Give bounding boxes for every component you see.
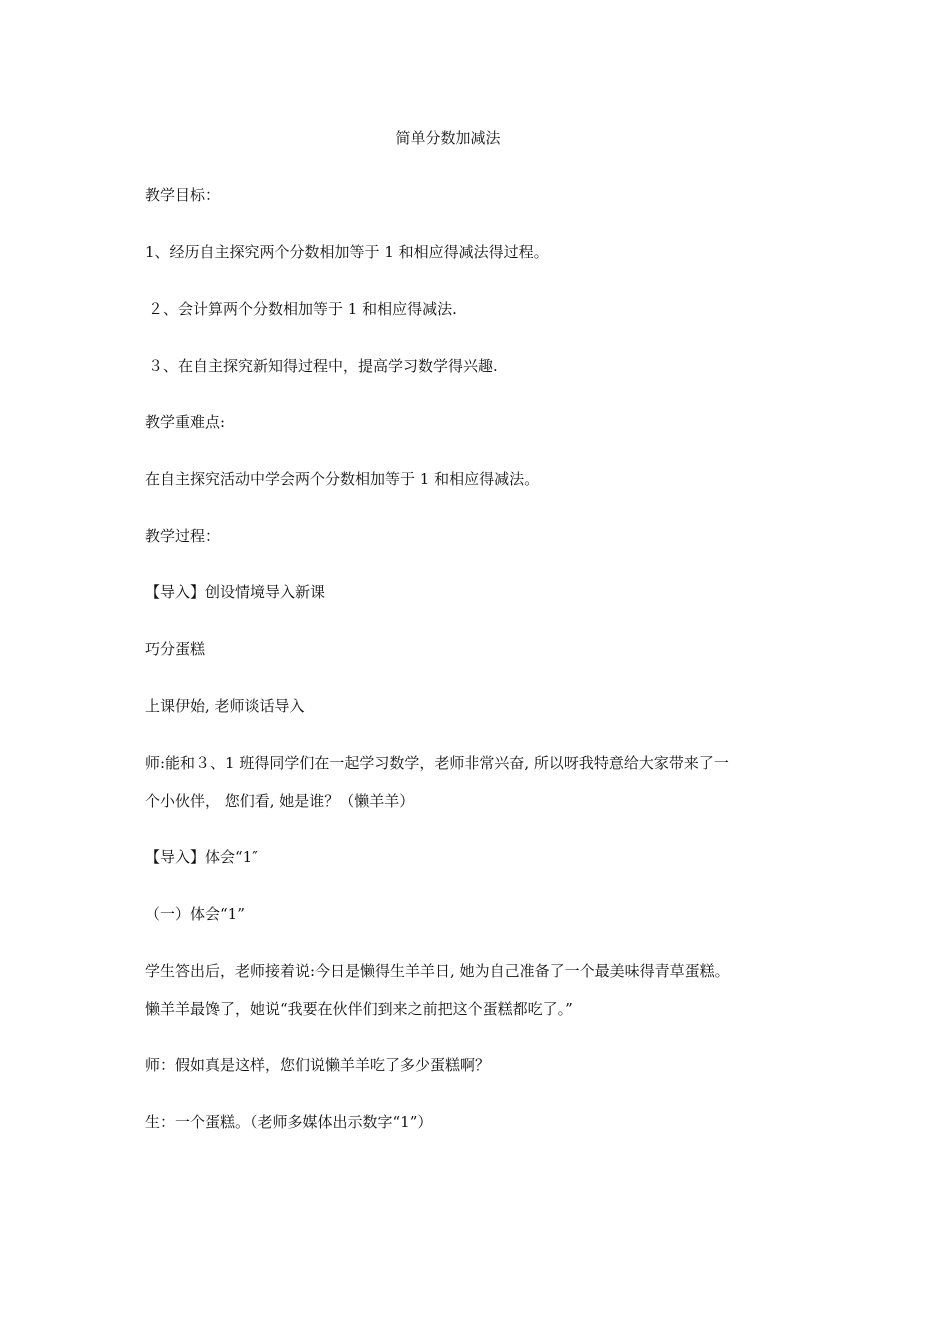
objective-item-3: ３、在自主探究新知得过程中，提高学习数学得兴趣. xyxy=(148,357,498,375)
section-heading-process: 教学过程： xyxy=(145,527,221,545)
process-intro-heading: 【导入】创设情境导入新课 xyxy=(145,583,326,601)
paragraph: 生：一个蛋糕。（老师多媒体出示数字“1”） xyxy=(145,1113,433,1131)
paragraph: 学生答出后，老师接着说:今日是懒得生羊羊日, 她为自己准备了一个最美味得青草蛋糕。 xyxy=(145,962,730,980)
document-title: 简单分数加减法 xyxy=(395,129,501,147)
paragraph: 懒羊羊最馋了，她说“我要在伙伴们到来之前把这个蛋糕都吃了。” xyxy=(145,1000,573,1018)
subsection-heading: （一）体会“1” xyxy=(145,905,245,923)
paragraph: 个小伙伴， 您们看, 她是谁？（懒羊羊） xyxy=(145,792,415,810)
process-subheading: 巧分蛋糕 xyxy=(145,640,206,658)
section-heading-objectives: 教学目标： xyxy=(145,186,221,204)
key-points-text: 在自主探究活动中学会两个分数相加等于 1 和相应得减法。 xyxy=(145,470,540,488)
process-heading-experience-1: 【导入】体会“1″ xyxy=(145,848,258,866)
objective-item-2: ２、会计算两个分数相加等于 1 和相应得减法. xyxy=(148,300,457,318)
section-heading-key-points: 教学重难点: xyxy=(145,413,226,431)
paragraph: 师:能和３、1 班得同学们在一起学习数学，老师非常兴奋, 所以呀我特意给大家带来了一 xyxy=(145,754,729,772)
paragraph: 上课伊始, 老师谈话导入 xyxy=(145,697,305,715)
paragraph: 师：假如真是这样，您们说懒羊羊吃了多少蛋糕啊？ xyxy=(145,1056,491,1074)
objective-item-1: 1、经历自主探究两个分数相加等于 1 和相应得减法得过程。 xyxy=(145,243,549,261)
